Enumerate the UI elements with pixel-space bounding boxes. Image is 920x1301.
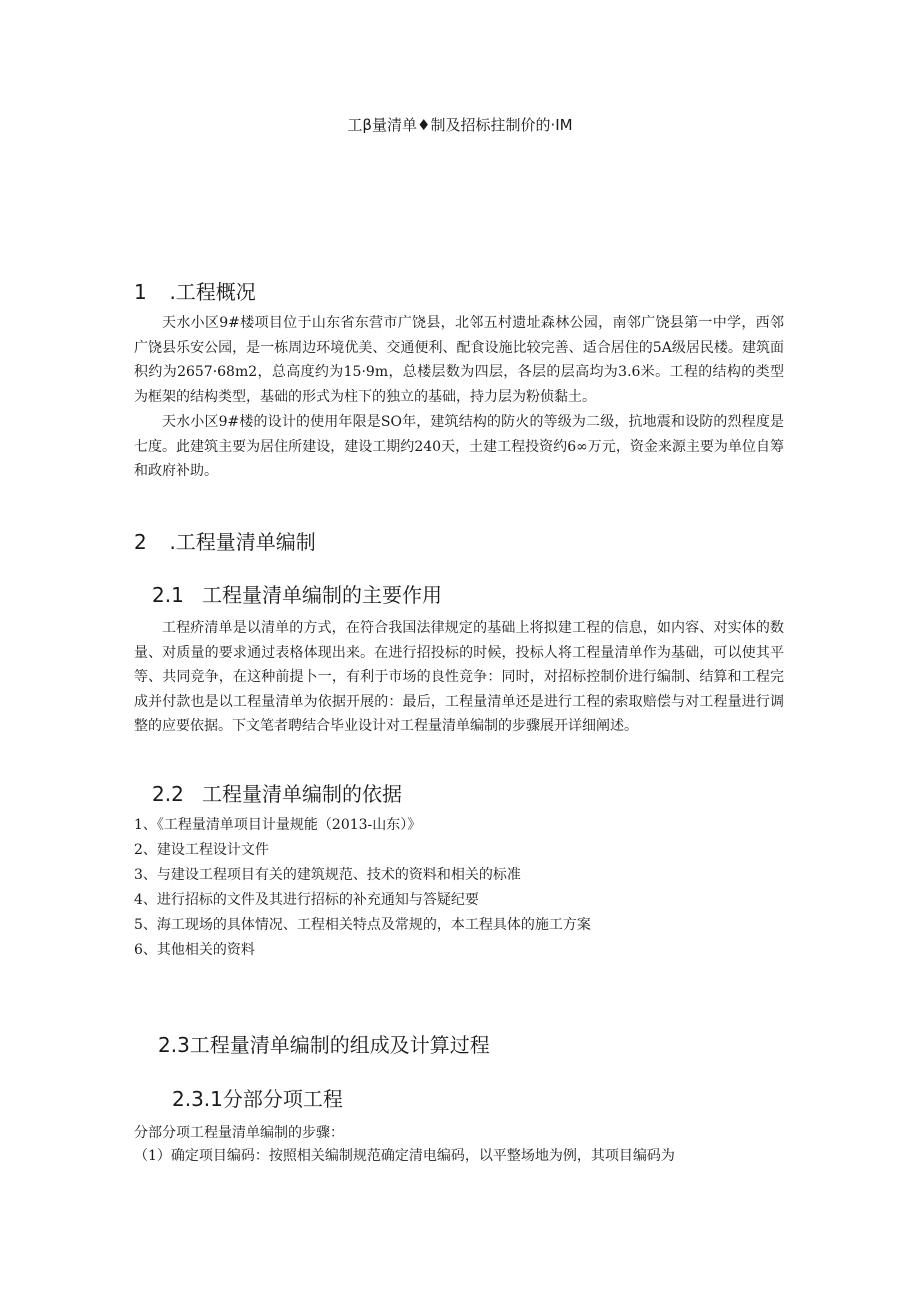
section-2-3-heading: 2.3工程量清单编制的组成及计算过程 <box>158 1033 490 1057</box>
list-item: 6、其他相关的资料 <box>134 942 255 958</box>
basis-list <box>134 813 784 963</box>
section-2-1-number: 2.1 <box>152 583 184 607</box>
list-item: 1、《工程量清单项目计量规能（2013-山东）》 <box>134 817 422 833</box>
list-item: 4、进行招标的文件及其进行招标的补充通知与答疑纪要 <box>134 892 479 908</box>
section-1-number: 1 <box>134 280 147 304</box>
section-2-title: .工程量清单编制 <box>169 530 316 554</box>
section-2-1-title: 工程量清单编制的主要作用 <box>202 583 442 607</box>
section-2-3-1-heading: 2.3.1分部分项工程 <box>172 1087 343 1111</box>
section-2-2-title: 工程量清单编制的依据 <box>202 782 402 806</box>
list-item: 5、海工现场的具体情况、工程相关特点及常规的，本工程具体的施工方案 <box>134 917 591 933</box>
section-1-paragraph-2: 天水小区9#楼的设计的使用年限是SO年，建筑结构的防火的等级为二级，抗地震和设防的烈程度是七度。此建筑主要为居住所建设，建设工期约240天，土建工程投资约6∞万元，资金来源主要为单位自筹和政府补助。 <box>134 414 784 479</box>
section-2-1-paragraph: 工程疥清单是以清单的方式，在符合我国法律规定的基础上将拟建工程的信息，如内容、对实体的数量、对质量的要求通过表格体现出来。在进行招投标的时候，投标人将工程量清单作为基础，可以使其平等、共同竞争，在这种前提卜一，有利于市场的良性竞争：同时，对招标控制价进行编制、结算和工程完成并付款也是以工程量清单为依据开展的：最后，工程量清单还是进行工程的索取赔偿与对工程量进行调整的应要依据。下文笔者聘结合毕业设计对工程量清单编制的步骤展开详细阐述。 <box>134 620 784 734</box>
section-2-2-heading <box>152 778 402 807</box>
section-2-3-1-intro: 分部分项工程量清单编制的步骤： <box>134 1125 344 1141</box>
list-item: 3、与建设工程项目有关的建筑规范、技术的资料和相关的标准 <box>134 867 521 883</box>
list-item: 2、建设工程设计文件 <box>134 842 269 858</box>
section-1-title: .工程概况 <box>169 280 256 304</box>
section-2-number: 2 <box>134 530 147 554</box>
section-2-2-number: 2.2 <box>152 782 184 806</box>
document-title: 工β量清单♦制及招标拄制价的·IM <box>347 116 573 134</box>
section-2-heading <box>134 526 316 555</box>
section-2-1-heading <box>152 579 442 608</box>
section-1-heading <box>134 276 256 305</box>
section-1-paragraph-1: 天水小区9#楼项目位于山东省东营市广饶县，北邻五村遗址森林公园，南邻广饶县第一中学，西邻广饶县乐安公园，是一栋周边环境优美、交通便利、配食设施比较完善、适合居住的5A级居民楼。建筑面积约为2657·68m2，总高度约为15·9m，总楼层数为四层，各层的层高均为3.6米。工程的结构的类型为框架的结构类型，基础的形式为柱下的独立的基础，持力层为粉侦黏土。 <box>134 315 784 405</box>
section-2-3-1-step-1: （1）确定项目编码：按照相关编制规范确定清电编码，以平整场地为例，其项目编码为 <box>134 1148 675 1164</box>
